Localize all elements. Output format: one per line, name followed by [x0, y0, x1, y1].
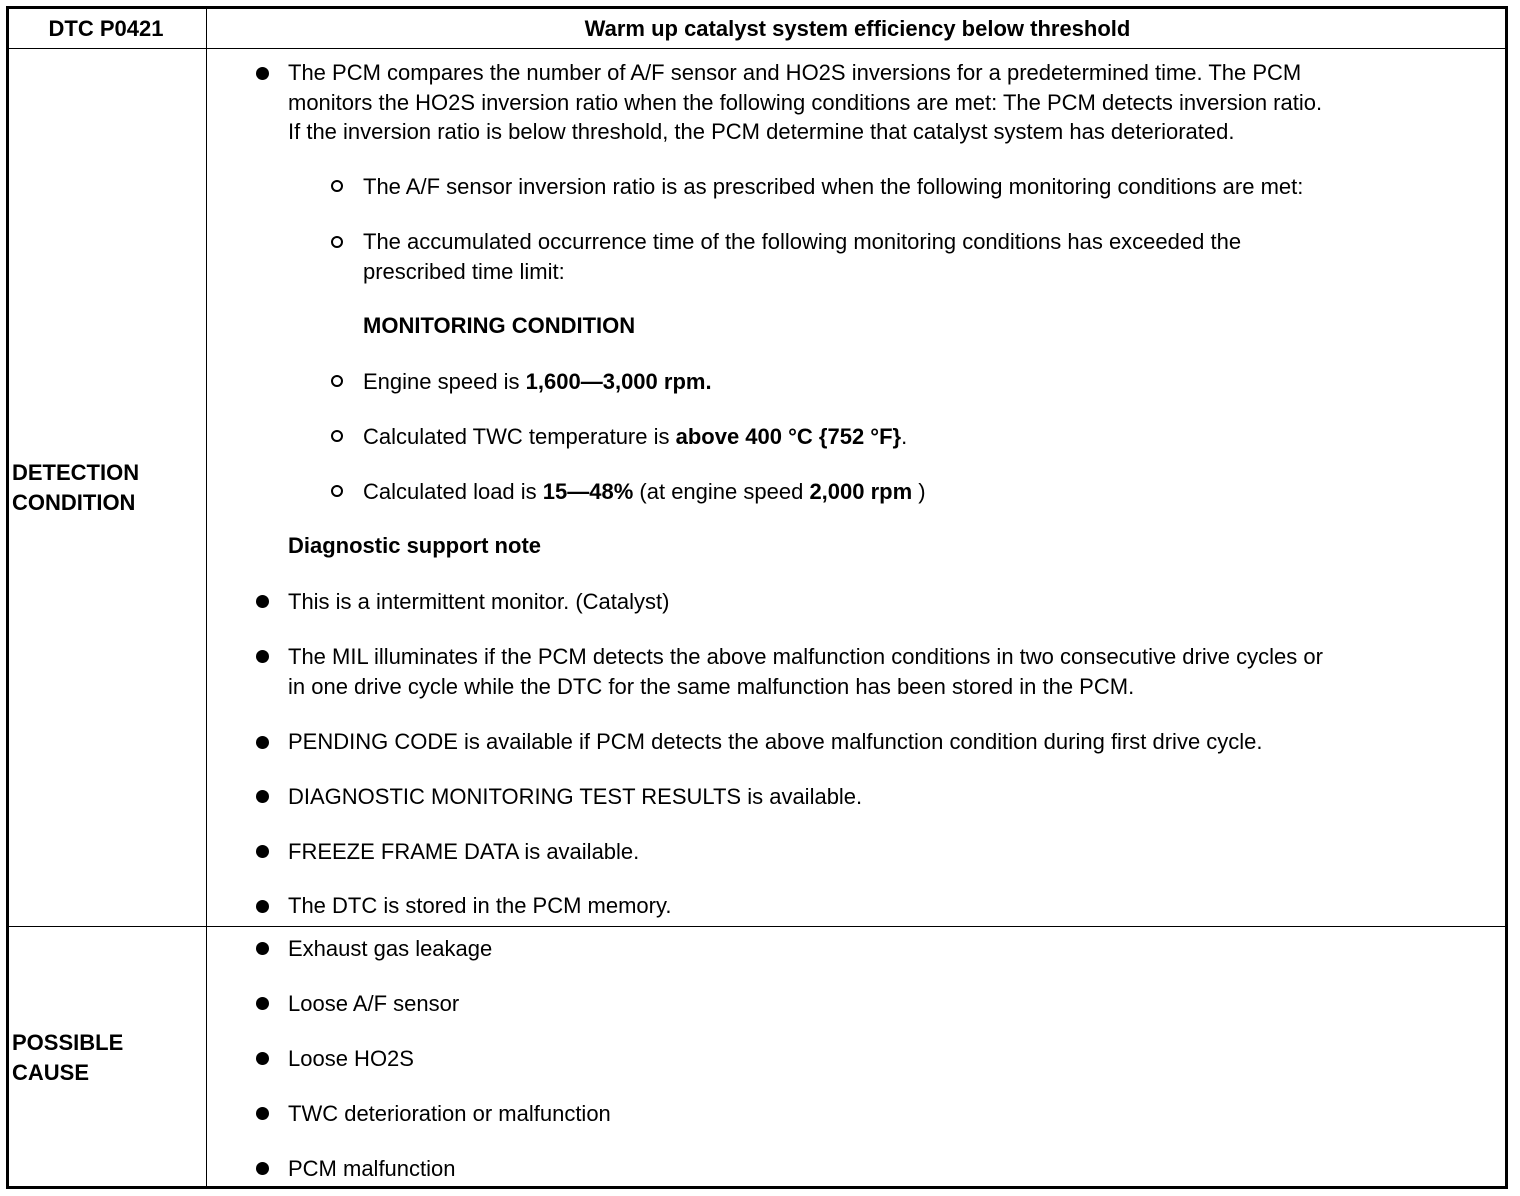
cause-item: Loose A/F sensor [288, 991, 460, 1016]
bullet-icon [256, 942, 269, 955]
bullet-icon [256, 790, 269, 803]
bullet-icon [256, 1162, 269, 1175]
note-freeze-frame: FREEZE FRAME DATA is available. [288, 839, 640, 864]
intro-line-2: monitors the HO2S inversion ratio when the following conditions are met: The PCM detects inversion ratio. [288, 90, 1323, 115]
detection-label-line2: CONDITION [12, 490, 136, 515]
sub-condition-1: The A/F sensor inversion ratio is as prescribed when the following monitoring conditions are met: [363, 174, 1304, 199]
possible-cause-label-line2: CAUSE [12, 1060, 90, 1085]
note-mil-line2: in one drive cycle while the DTC for the same malfunction has been stored in the PCM. [288, 674, 1135, 699]
dtc-title: Warm up catalyst system efficiency below threshold [584, 16, 1131, 41]
sub-bullet-icon [331, 180, 343, 192]
intro-line-1: The PCM compares the number of A/F sensor and HO2S inversions for a predetermined time. The PCM [288, 60, 1302, 85]
sub-bullet-icon [331, 375, 343, 387]
bullet-icon [256, 736, 269, 749]
cause-item: PCM malfunction [288, 1156, 456, 1181]
note-pending-code: PENDING CODE is available if PCM detects the above malfunction condition during first drive cycle. [288, 729, 1263, 754]
bullet-icon [256, 900, 269, 913]
monitoring-condition-heading: MONITORING CONDITION [363, 313, 636, 338]
cause-item: Loose HO2S [288, 1046, 414, 1071]
bullet-icon [256, 845, 269, 858]
bullet-icon [256, 595, 269, 608]
possible-cause-label-line1: POSSIBLE [12, 1030, 124, 1055]
intro-line-3: If the inversion ratio is below threshold, the PCM determine that catalyst system has deteriorated. [288, 119, 1235, 144]
header-row-divider [6, 48, 1508, 49]
sub-bullet-icon [331, 430, 343, 442]
note-intermittent: This is a intermittent monitor. (Catalyst) [288, 589, 670, 614]
cause-item: Exhaust gas leakage [288, 936, 493, 961]
cause-item: TWC deterioration or malfunction [288, 1101, 611, 1126]
section-divider [6, 926, 1508, 927]
bullet-icon [256, 650, 269, 663]
bullet-icon [256, 67, 269, 80]
bullet-icon [256, 1052, 269, 1065]
twc-temperature-condition: Calculated TWC temperature is above 400 °C {752 °F}. [363, 424, 908, 449]
diagnostic-support-heading: Diagnostic support note [288, 533, 541, 558]
note-dtc-stored: The DTC is stored in the PCM memory. [288, 893, 672, 918]
bullet-icon [256, 997, 269, 1010]
sub-bullet-icon [331, 236, 343, 248]
sub-condition-2-line1: The accumulated occurrence time of the following monitoring conditions has exceeded the [363, 229, 1242, 254]
sub-bullet-icon [331, 485, 343, 497]
detection-label-line1: DETECTION [12, 460, 140, 485]
column-divider [206, 6, 207, 1189]
bullet-icon [256, 1107, 269, 1120]
sub-condition-2-line2: prescribed time limit: [363, 259, 565, 284]
dtc-code: DTC P0421 [48, 16, 164, 41]
engine-speed-condition: Engine speed is 1,600—3,000 rpm. [363, 369, 712, 394]
note-dmtr: DIAGNOSTIC MONITORING TEST RESULTS is available. [288, 784, 863, 809]
note-mil-line1: The MIL illuminates if the PCM detects the above malfunction conditions in two consecutive drive cycles or [288, 644, 1323, 669]
load-condition: Calculated load is 15—48% (at engine speed 2,000 rpm ) [363, 479, 926, 504]
